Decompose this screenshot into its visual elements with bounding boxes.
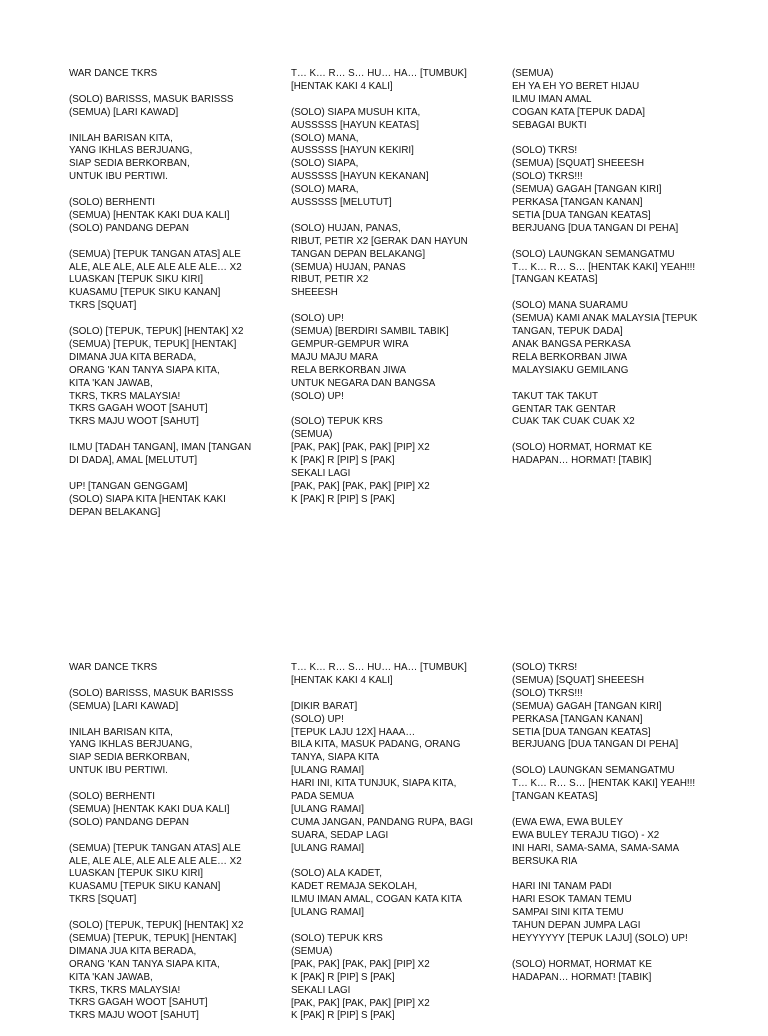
lyric-stanza: [512, 68, 702, 133]
lyric-stanza: [291, 107, 481, 210]
lyric-line: PADA SEMUA: [291, 791, 354, 803]
lyric-line: HEYYYYYY [TEPUK LAJU] (SOLO) UP!: [512, 932, 688, 944]
lyric-line: YANG IKHLAS BERJUANG,: [69, 739, 193, 751]
lyric-line: (SEMUA) [TEPUK TANGAN ATAS] ALE: [69, 842, 241, 854]
column-2: [291, 662, 481, 1036]
lyric-line: (SEMUA) HUJAN, PANAS: [291, 261, 406, 273]
lyric-line: T… K… R… S… HU… HA… [TUMBUK]: [291, 662, 467, 673]
lyric-line: K [PAK] R [PIP] S [PAK]: [291, 493, 395, 505]
lyric-line: (SOLO) TEPUK KRS: [291, 416, 383, 428]
lyric-line: [PAK, PAK] [PAK, PAK] [PIP] X2: [291, 958, 430, 970]
lyric-line: T… K… R… S… HU… HA… [TUMBUK]: [291, 68, 467, 79]
lyric-line: SHEEESH: [291, 287, 338, 299]
lyric-line: [PAK, PAK] [PAK, PAK] [PIP] X2: [291, 997, 430, 1009]
lyric-line: ALE, ALE ALE, ALE ALE ALE ALE… X2: [69, 261, 242, 273]
lyric-line: WAR DANCE TKRS: [69, 68, 158, 79]
lyric-stanza: [512, 959, 702, 985]
lyric-stanza: [512, 249, 702, 288]
lyric-stanza: [512, 442, 702, 468]
lyric-line: (SOLO) ALA KADET,: [291, 868, 382, 880]
lyric-line: EH YA EH YO BERET HIJAU: [512, 80, 640, 92]
lyric-line: TKRS [SQUAT]: [69, 894, 137, 906]
lyric-line: (SOLO) PANDANG DEPAN: [69, 222, 189, 234]
lyric-line: DI DADA], AMAL [MELUTUT]: [69, 455, 198, 467]
lyric-line: [ULANG RAMAI]: [291, 765, 364, 777]
lyric-line: GENTAR TAK GENTAR: [512, 403, 616, 415]
lyric-stanza: [291, 223, 481, 300]
lyric-line: [ULANG RAMAI]: [291, 803, 364, 815]
lyric-line: (SOLO) TKRS!: [512, 662, 578, 673]
lyric-line: SEKALI LAGI: [291, 984, 351, 996]
lyric-line: [HENTAK KAKI 4 KALI]: [291, 674, 393, 686]
lyric-line: (SOLO) BERHENTI: [69, 791, 156, 803]
lyric-stanza: [69, 197, 259, 236]
lyric-line: (SOLO) MANA SUARAMU: [512, 300, 628, 312]
lyric-line: (SOLO) [TEPUK, TEPUK] [HENTAK] X2: [69, 920, 244, 932]
lyric-line: TKRS [SQUAT]: [69, 300, 137, 312]
lyric-line: [HENTAK KAKI 4 KALI]: [291, 80, 393, 92]
lyric-stanza: [291, 701, 481, 856]
lyric-stanza: [69, 133, 259, 185]
lyric-stanza: [512, 817, 702, 869]
lyric-stanza: [69, 94, 259, 120]
lyric-stanza: [69, 326, 259, 429]
lyric-line: TKRS GAGAH WOOT [SAHUT]: [69, 997, 208, 1009]
lyric-line: TAKUT TAK TAKUT: [512, 390, 599, 402]
lyric-stanza: [69, 249, 259, 314]
lyric-line: KUASAMU [TEPUK SIKU KANAN]: [69, 287, 221, 299]
lyric-line: BILA KITA, MASUK PADANG, ORANG: [291, 739, 461, 751]
lyric-stanza: [512, 391, 702, 430]
lyric-line: (SEMUA) GAGAH [TANGAN KIRI]: [512, 700, 662, 712]
lyric-line: MAJU MAJU MARA: [291, 351, 379, 363]
lyric-line: RELA BERKORBAN JIWA: [512, 351, 628, 363]
lyric-line: BERJUANG [DUA TANGAN DI PEHA]: [512, 739, 679, 751]
lyric-line: UNTUK NEGARA DAN BANGSA: [291, 377, 436, 389]
lyric-line: AUSSSSS [MELUTUT]: [291, 197, 392, 209]
lyric-line: (SEMUA) [SQUAT] SHEEESH: [512, 674, 645, 686]
lyric-line: (SOLO) BERHENTI: [69, 197, 156, 209]
lyric-line: INILAH BARISAN KITA,: [69, 132, 173, 144]
lyric-line: ALE, ALE ALE, ALE ALE ALE ALE… X2: [69, 855, 242, 867]
lyric-line: TKRS, TKRS MALAYSIA!: [69, 984, 181, 996]
lyric-line: (SEMUA): [291, 945, 333, 957]
lyric-line: AUSSSSS [HAYUN KEATAS]: [291, 119, 419, 131]
lyric-line: (SOLO) MARA,: [291, 184, 359, 196]
lyric-line: TKRS GAGAH WOOT [SAHUT]: [69, 403, 208, 415]
lyric-line: KUASAMU [TEPUK SIKU KANAN]: [69, 881, 221, 893]
lyric-line: ILMU [TADAH TANGAN], IMAN [TANGAN: [69, 442, 252, 454]
lyric-line: ORANG 'KAN TANYA SIAPA KITA,: [69, 958, 220, 970]
lyric-line: [ULANG RAMAI]: [291, 907, 364, 919]
lyric-line: DIMANA JUA KITA BERADA,: [69, 351, 197, 363]
lyric-line: PERKASA [TANGAN KANAN]: [512, 197, 643, 209]
lyric-line: RELA BERKORBAN JIWA: [291, 364, 407, 376]
lyric-line: UNTUK IBU PERTIWI.: [69, 765, 168, 777]
column-2: [291, 68, 481, 520]
lyric-line: (SOLO) [TEPUK, TEPUK] [HENTAK] X2: [69, 326, 244, 338]
lyric-line: TKRS MAJU WOOT [SAHUT]: [69, 1010, 199, 1022]
lyric-line: (SOLO) HUJAN, PANAS,: [291, 222, 401, 234]
lyric-line: (SEMUA) GAGAH [TANGAN KIRI]: [512, 184, 662, 196]
lyric-stanza: [69, 68, 259, 81]
lyric-line: UNTUK IBU PERTIWI.: [69, 171, 168, 183]
lyric-line: [PAK, PAK] [PAK, PAK] [PIP] X2: [291, 480, 430, 492]
lyric-line: HADAPAN… HORMAT! [TABIK]: [512, 455, 652, 467]
lyric-line: CUAK TAK CUAK CUAK X2: [512, 416, 635, 428]
lyric-line: (SOLO) TEPUK KRS: [291, 932, 383, 944]
lyric-stanza: [69, 662, 259, 675]
lyric-line: (SOLO) LAUNGKAN SEMANGATMU: [512, 765, 675, 777]
lyric-line: [DIKIR BARAT]: [291, 700, 358, 712]
lyric-line: (SEMUA) [HENTAK KAKI DUA KALI]: [69, 209, 230, 221]
lyric-line: SAMPAI SINI KITA TEMU: [512, 907, 624, 919]
lyric-line: HARI INI, KITA TUNJUK, SIAPA KITA,: [291, 778, 457, 790]
lyric-line: TANGAN DEPAN BELAKANG]: [291, 248, 426, 260]
lyric-line: [PAK, PAK] [PAK, PAK] [PIP] X2: [291, 442, 430, 454]
lyric-line: (SOLO) BARISSS, MASUK BARISSS: [69, 93, 234, 105]
lyric-line: (SOLO) PANDANG DEPAN: [69, 816, 189, 828]
lyric-line: (SOLO) TKRS!: [512, 145, 578, 157]
lyric-line: (SEMUA) [TEPUK, TEPUK] [HENTAK]: [69, 932, 237, 944]
lyric-stanza: [69, 727, 259, 779]
lyric-line: (SOLO) HORMAT, HORMAT KE: [512, 958, 652, 970]
lyric-line: TKRS, TKRS MALAYSIA!: [69, 390, 181, 402]
lyric-line: (SEMUA) [BERDIRI SAMBIL TABIK]: [291, 326, 449, 338]
lyric-line: TKRS MAJU WOOT [SAHUT]: [69, 416, 199, 428]
lyric-line: ILMU IMAN AMAL, COGAN KATA KITA: [291, 894, 462, 906]
lyric-stanza: [69, 481, 259, 520]
lyric-stanza: [291, 933, 481, 1023]
lyric-stanza: [512, 145, 702, 235]
lyric-line: COGAN KATA [TEPUK DADA]: [512, 106, 646, 118]
lyric-line: CUMA JANGAN, PANDANG RUPA, BAGI: [291, 816, 473, 828]
lyric-line: (SEMUA) KAMI ANAK MALAYSIA [TEPUK: [512, 313, 698, 325]
lyric-line: (SOLO) SIAPA MUSUH KITA,: [291, 106, 421, 118]
lyric-line: LUASKAN [TEPUK SIKU KIRI]: [69, 274, 203, 286]
lyric-line: [TANGAN KEATAS]: [512, 791, 598, 803]
lyric-line: HARI INI TANAM PADI: [512, 881, 612, 893]
lyric-line: TANYA, SIAPA KITA: [291, 752, 380, 764]
lyric-line: (SOLO) BARISSS, MASUK BARISSS: [69, 687, 234, 699]
lyric-line: TAHUN DEPAN JUMPA LAGI: [512, 920, 641, 932]
lyric-line: DIMANA JUA KITA BERADA,: [69, 945, 197, 957]
lyric-line: (SOLO) UP!: [291, 390, 344, 402]
lyric-line: [TANGAN KEATAS]: [512, 274, 598, 286]
lyric-line: WAR DANCE TKRS: [69, 662, 158, 673]
lyric-line: (SOLO) TKRS!!!: [512, 171, 583, 183]
lyric-line: SUARA, SEDAP LAGI: [291, 829, 389, 841]
column-3: [512, 68, 702, 481]
lyric-line: (SEMUA): [291, 429, 333, 441]
lyric-line: KADET REMAJA SEKOLAH,: [291, 881, 418, 893]
lyric-line: RIBUT, PETIR X2 [GERAK DAN HAYUN: [291, 235, 468, 247]
lyric-line: SETIA [DUA TANGAN KEATAS]: [512, 209, 651, 221]
lyric-line: SIAP SEDIA BERKORBAN,: [69, 752, 190, 764]
lyric-stanza: [291, 68, 481, 94]
lyric-line: K [PAK] R [PIP] S [PAK]: [291, 455, 395, 467]
lyric-line: DEPAN BELAKANG]: [69, 506, 161, 518]
lyric-line: (SOLO) SIAPA KITA [HENTAK KAKI: [69, 493, 226, 505]
lyric-line: TANGAN, TEPUK DADA]: [512, 326, 623, 338]
lyric-stanza: [291, 313, 481, 403]
lyric-line: (SEMUA) [LARI KAWAD]: [69, 700, 179, 712]
lyric-stanza: [69, 920, 259, 1023]
lyric-stanza: [69, 688, 259, 714]
lyric-line: RIBUT, PETIR X2: [291, 274, 369, 286]
lyric-line: [ULANG RAMAI]: [291, 842, 364, 854]
lyric-line: (SOLO) HORMAT, HORMAT KE: [512, 442, 652, 454]
lyric-line: (SOLO) MANA,: [291, 132, 359, 144]
column-3: [512, 662, 702, 997]
lyric-line: LUASKAN [TEPUK SIKU KIRI]: [69, 868, 203, 880]
lyric-line: (SOLO) SIAPA,: [291, 158, 359, 170]
lyric-line: [TEPUK LAJU 12X] HAAA…: [291, 726, 416, 738]
lyric-line: (SEMUA) [TEPUK TANGAN ATAS] ALE: [69, 248, 241, 260]
lyric-line: T… K… R… S… [HENTAK KAKI] YEAH!!!: [512, 261, 696, 273]
lyric-line: (EWA EWA, EWA BULEY: [512, 816, 624, 828]
lyric-stanza: [69, 791, 259, 830]
lyric-line: (SEMUA): [512, 68, 554, 79]
lyric-line: T… K… R… S… [HENTAK KAKI] YEAH!!!: [512, 778, 696, 790]
lyric-line: K [PAK] R [PIP] S [PAK]: [291, 1010, 395, 1022]
lyric-line: HARI ESOK TAMAN TEMU: [512, 894, 632, 906]
lyric-line: KITA 'KAN JAWAB,: [69, 971, 153, 983]
lyric-line: HADAPAN… HORMAT! [TABIK]: [512, 971, 652, 983]
lyric-line: AUSSSSS [HAYUN KEKANAN]: [291, 171, 429, 183]
lyric-line: GEMPUR-GEMPUR WIRA: [291, 338, 409, 350]
lyric-line: SETIA [DUA TANGAN KEATAS]: [512, 726, 651, 738]
lyric-line: SEBAGAI BUKTI: [512, 119, 587, 131]
lyric-line: EWA BULEY TERAJU TIGO) - X2: [512, 829, 660, 841]
lyric-line: ILMU IMAN AMAL: [512, 93, 592, 105]
lyric-line: K [PAK] R [PIP] S [PAK]: [291, 971, 395, 983]
lyric-line: (SEMUA) [LARI KAWAD]: [69, 106, 179, 118]
lyric-line: INILAH BARISAN KITA,: [69, 726, 173, 738]
lyric-line: BERSUKA RIA: [512, 855, 578, 867]
lyric-line: (SOLO) LAUNGKAN SEMANGATMU: [512, 248, 675, 260]
lyric-stanza: [512, 881, 702, 946]
lyric-line: (SEMUA) [SQUAT] SHEEESH: [512, 158, 645, 170]
lyric-stanza: [512, 300, 702, 377]
lyric-line: UP! [TANGAN GENGGAM]: [69, 480, 188, 492]
lyric-line: KITA 'KAN JAWAB,: [69, 377, 153, 389]
lyric-stanza: [69, 442, 259, 468]
lyric-line: BERJUANG [DUA TANGAN DI PEHA]: [512, 222, 679, 234]
lyric-line: ORANG 'KAN TANYA SIAPA KITA,: [69, 364, 220, 376]
lyric-stanza: [512, 765, 702, 804]
lyric-stanza: [291, 868, 481, 920]
lyric-stanza: [69, 843, 259, 908]
lyric-line: (SOLO) UP!: [291, 713, 344, 725]
lyric-line: PERKASA [TANGAN KANAN]: [512, 713, 643, 725]
lyric-line: (SOLO) TKRS!!!: [512, 687, 583, 699]
column-1: [69, 662, 259, 1036]
lyric-line: INI HARI, SAMA-SAMA, SAMA-SAMA: [512, 842, 680, 854]
lyric-line: ANAK BANGSA PERKASA: [512, 338, 631, 350]
lyric-line: YANG IKHLAS BERJUANG,: [69, 145, 193, 157]
lyric-line: SIAP SEDIA BERKORBAN,: [69, 158, 190, 170]
lyric-line: MALAYSIAKU GEMILANG: [512, 364, 629, 376]
lyric-line: (SOLO) UP!: [291, 313, 344, 325]
lyric-stanza: [291, 662, 481, 688]
column-1: [69, 68, 259, 533]
lyric-stanza: [512, 662, 702, 752]
lyric-line: AUSSSSS [HAYUN KEKIRI]: [291, 145, 414, 157]
lyric-line: SEKALI LAGI: [291, 468, 351, 480]
lyric-line: (SEMUA) [TEPUK, TEPUK] [HENTAK]: [69, 338, 237, 350]
lyric-line: (SEMUA) [HENTAK KAKI DUA KALI]: [69, 803, 230, 815]
lyric-stanza: [291, 416, 481, 506]
